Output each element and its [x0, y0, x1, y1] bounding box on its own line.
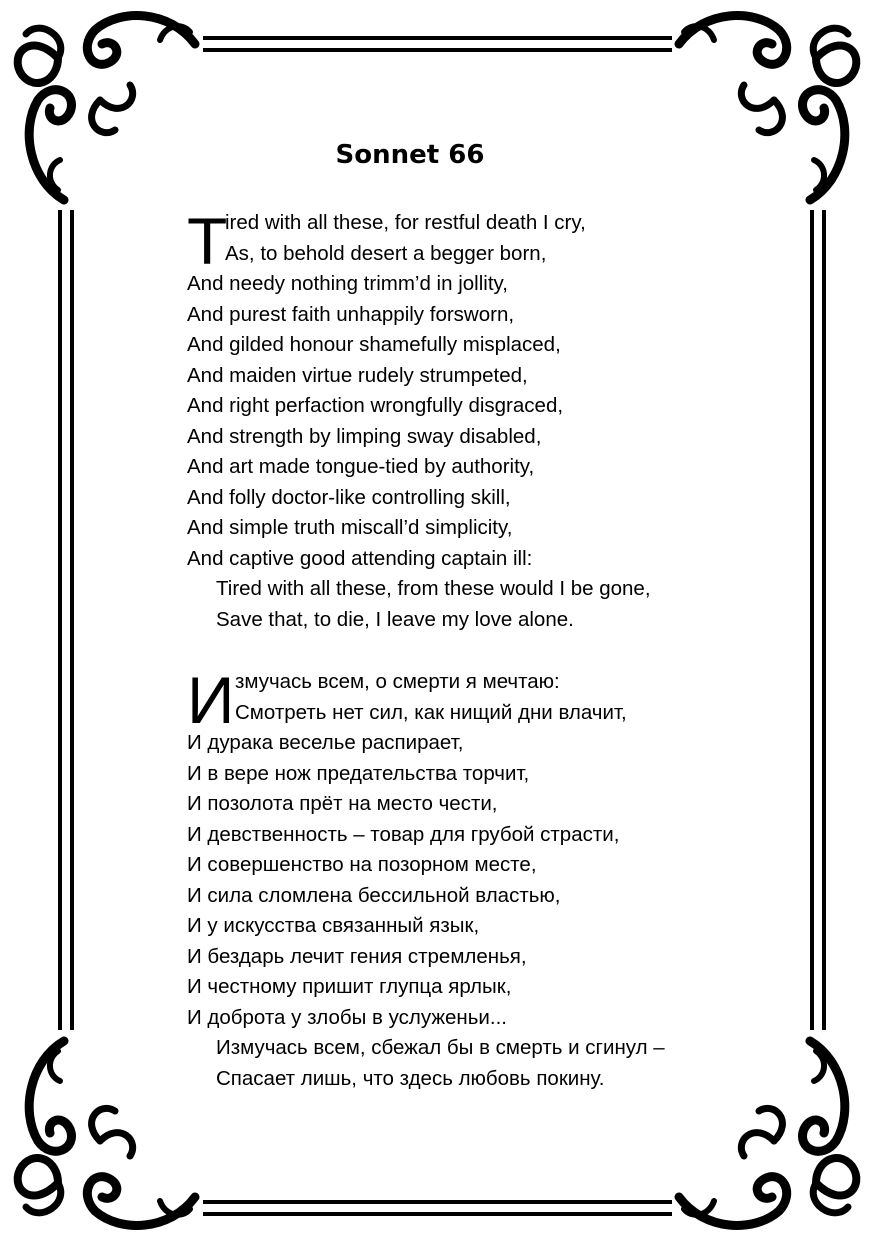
poem-line: And gilded honour shamefully misplaced,	[187, 333, 561, 356]
poem-line: And strength by limping sway disabled,	[187, 424, 542, 448]
poem-line: И честному пришит глупца ярлык,	[187, 975, 512, 998]
poem-line: As, to behold desert a begger born,	[225, 241, 547, 265]
poem-line: И совершенство на позорном месте,	[187, 853, 537, 876]
top-right-ornament	[679, 16, 856, 200]
poem-line: И позолота прёт на место чести,	[187, 792, 498, 815]
english-dropcap: T	[187, 204, 228, 278]
poem-couplet-line: Измучась всем, сбежал бы в смерть и сгинул –	[216, 1036, 665, 1059]
poem-line: ired with all these, for restful death I cry,	[225, 211, 586, 234]
bottom-left-ornament	[18, 1041, 195, 1225]
poem-title: Sonnet 66	[335, 140, 485, 170]
poem-line: И у искусства связанный язык,	[187, 914, 480, 937]
poem-line: И дурака веселье распирает,	[187, 731, 464, 754]
poem-line: И девственность – товар для грубой страсти,	[187, 822, 620, 846]
english-poem	[187, 204, 747, 635]
poem-line: And folly doctor-like controlling skill,	[187, 485, 511, 509]
poem-line: And needy nothing trimm’d in jollity,	[187, 272, 508, 295]
poem-line: And maiden virtue rudely strumpeted,	[187, 363, 528, 387]
poem-line: And art made tongue-tied by authority,	[187, 455, 535, 478]
top-left-ornament	[18, 16, 195, 200]
poem-line: Смотреть нет сил, как нищий дни влачит,	[235, 700, 627, 724]
russian-dropcap: И	[187, 663, 235, 737]
russian-poem	[187, 663, 747, 1094]
poem-line: And captive good attending captain ill:	[187, 546, 533, 570]
poem-couplet-line: Спасает лишь, что здесь любовь покину.	[216, 1066, 605, 1090]
poem-line: And purest faith unhappily forsworn,	[187, 302, 515, 326]
poem-line: And right perfaction wrongfully disgraced,	[187, 394, 564, 417]
poem-line: И бездарь лечит гения стремленья,	[187, 944, 527, 968]
poem-line: змучась всем, о смерти я мечтаю:	[235, 670, 560, 693]
poem-couplet-line: Save that, to die, I leave my love alone.	[216, 607, 574, 631]
poem-line: И в вере нож предательства торчит,	[187, 761, 530, 785]
poem-line: И доброта у злобы в услуженьи...	[187, 1005, 507, 1029]
poem-couplet-line: Tired with all these, from these would I be gone,	[216, 577, 651, 600]
poem-line: И сила сломлена бессильной властью,	[187, 883, 561, 907]
poem-line: And simple truth miscall’d simplicity,	[187, 516, 513, 539]
